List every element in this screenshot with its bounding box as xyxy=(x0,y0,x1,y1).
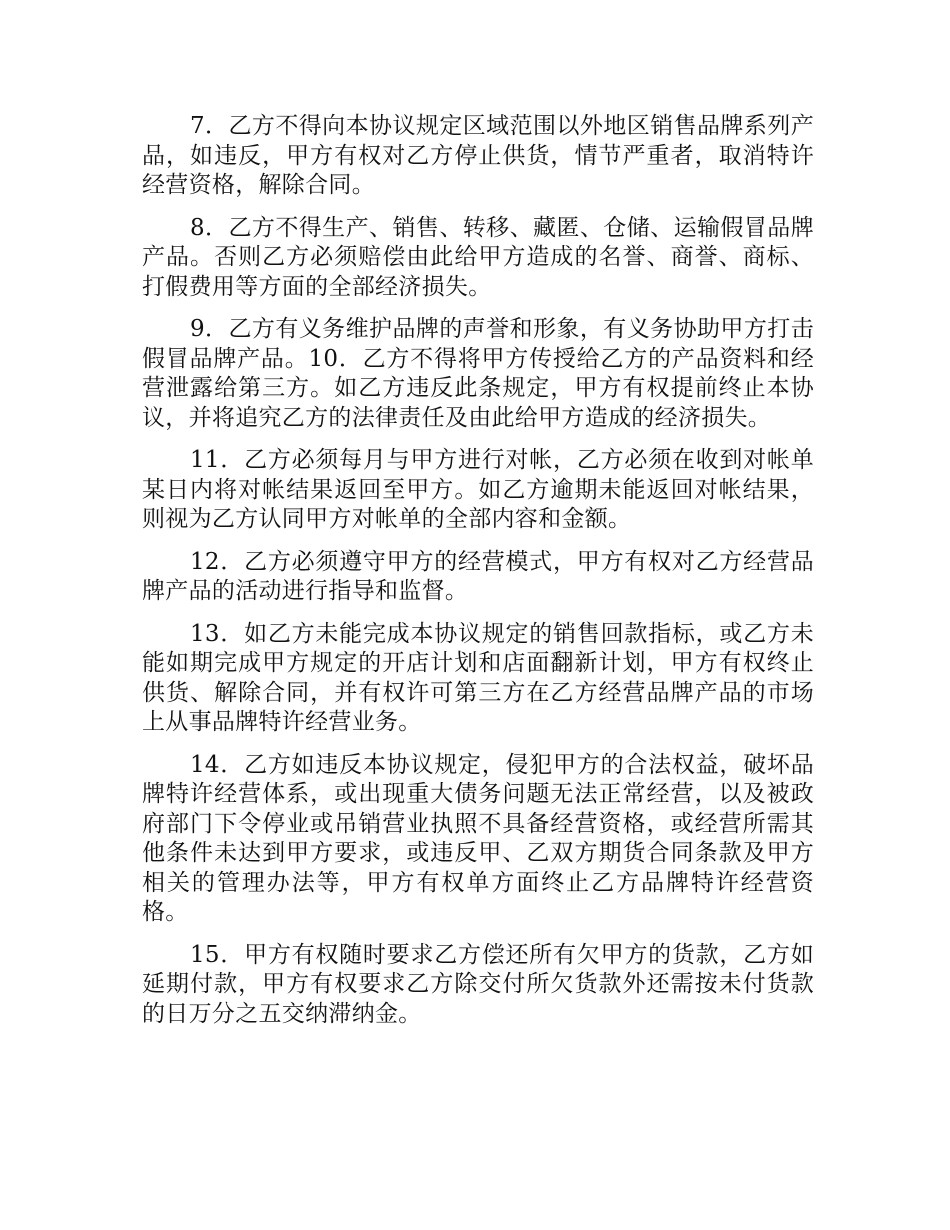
document-body xyxy=(142,112,814,1042)
clause-7: 7．乙方不得向本协议规定区域范围以外地区销售品牌系列产品，如违反，甲方有权对乙方停止供货，情节严重者，取消特许经营资格，解除合同。 xyxy=(142,113,814,198)
clause-8: 8．乙方不得生产、销售、转移、藏匿、仓储、运输假冒品牌产品。否则乙方必须赔偿由此给甲方造成的名誉、商誉、商标、打假费用等方面的全部经济损失。 xyxy=(142,214,814,300)
clause-13: 13．如乙方未能完成本协议规定的销售回款指标，或乙方未能如期完成甲方规定的开店计划和店面翻新计划，甲方有权终止供货、解除合同，并有权许可第三方在乙方经营品牌产品的市场上从事品牌特许经营业务。 xyxy=(142,620,814,735)
clause-15: 15．甲方有权随时要求乙方偿还所有欠甲方的货款，乙方如延期付款，甲方有权要求乙方除交付所欠货款外还需按未付货款的日万分之五交纳滞纳金。 xyxy=(142,941,814,1027)
clause-14: 14．乙方如违反本协议规定，侵犯甲方的合法权益，破坏品牌特许经营体系，或出现重大债务问题无法正常经营，以及被政府部门下令停业或吊销营业执照不具备经营资格，或经营所需其他条件未达到甲方要求，或违反甲、乙双方期货合同条款及甲方相关的管理办法等，甲方有权单方面终止乙方品牌特许经营资格。 xyxy=(142,751,814,925)
clause-11: 11．乙方必须每月与甲方进行对帐，乙方必须在收到对帐单某日内将对帐结果返回至甲方。如乙方逾期未能返回对帐结果，则视为乙方认同甲方对帐单的全部内容和金额。 xyxy=(142,447,814,532)
clause-9-10: 9．乙方有义务维护品牌的声誉和形象，有义务协助甲方打击假冒品牌产品。10．乙方不得将甲方传授给乙方的产品资料和经营泄露给第三方。如乙方违反此条规定，甲方有权提前终止本协议，并将追究乙方的法律责任及由此给甲方造成的经济损失。 xyxy=(142,316,814,431)
clause-12: 12．乙方必须遵守甲方的经营模式，甲方有权对乙方经营品牌产品的活动进行指导和监督。 xyxy=(142,548,814,604)
